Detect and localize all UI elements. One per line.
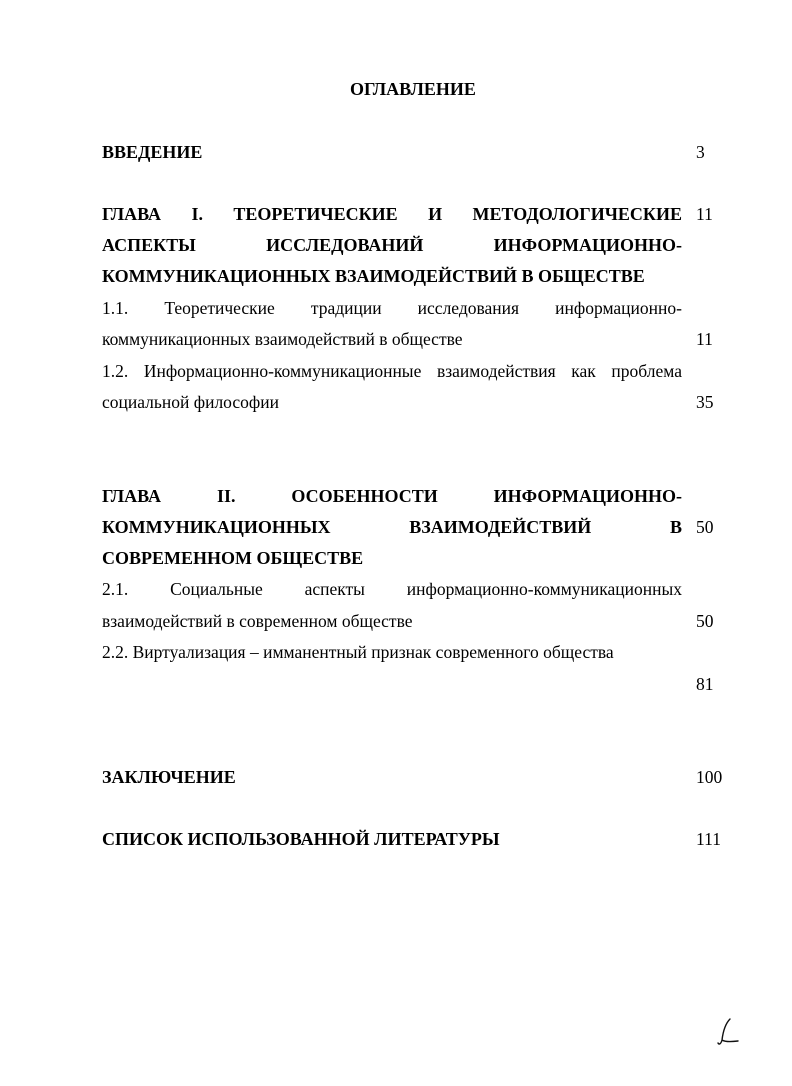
word: ИССЛЕДОВАНИЙ — [266, 235, 424, 255]
word: ОСОБЕННОСТИ — [291, 486, 438, 506]
word: ВЗАИМОДЕЙСТВИЙ — [409, 517, 592, 537]
toc-section-2-1-line1 — [102, 578, 682, 600]
word: МЕТОДОЛОГИЧЕСКИЕ — [472, 204, 682, 224]
word: традиции — [310, 298, 382, 318]
word: И — [428, 204, 443, 224]
word: информационно- — [555, 298, 682, 318]
word: проблема — [611, 361, 682, 381]
toc-references-label: СПИСОК ИСПОЛЬЗОВАННОЙ ЛИТЕРАТУРЫ — [102, 829, 500, 849]
toc-chapter1-heading-line3: КОММУНИКАЦИОННЫХ ВЗАИМОДЕЙСТВИЙ В ОБЩЕСТВЕ — [102, 266, 645, 286]
word: Информационно-коммуникационные — [143, 361, 422, 381]
handwritten-page-mark — [716, 1016, 740, 1048]
word: взаимодействия — [436, 361, 556, 381]
toc-references-page: 111 — [696, 829, 721, 849]
word: ИНФОРМАЦИОННО- — [493, 486, 682, 506]
word: как — [571, 361, 596, 381]
toc-section-2-1-page: 50 — [696, 611, 714, 631]
toc-section-1-2-line2: социальной философии — [102, 392, 279, 412]
word: аспекты — [304, 579, 365, 599]
word: ИНФОРМАЦИОННО- — [493, 235, 682, 255]
word: II. — [216, 486, 236, 506]
word: ГЛАВА — [102, 486, 162, 506]
toc-section-1-1-line2: коммуникационных взаимодействий в обществе — [102, 329, 463, 349]
toc-chapter1-heading-line2 — [102, 234, 682, 256]
word: исследования — [417, 298, 520, 318]
word: Теоретические — [164, 298, 275, 318]
toc-section-1-1-page: 11 — [696, 329, 713, 349]
toc-section-2-1-line2: взаимодействий в современном обществе — [102, 611, 413, 631]
toc-chapter1-heading-line1 — [102, 203, 682, 225]
word: информационно-коммуникационных — [406, 579, 682, 599]
toc-intro-page: 3 — [696, 142, 705, 162]
word: Социальные — [170, 579, 263, 599]
toc-section-1-1-line1 — [102, 297, 682, 319]
toc-section-2-2-line1: 2.2. Виртуализация – имманентный признак современного общества — [102, 642, 614, 662]
toc-chapter2-heading-line3: СОВРЕМЕННОМ ОБЩЕСТВЕ — [102, 548, 364, 568]
toc-section-1-2-line1 — [102, 360, 682, 382]
toc-section-2-2-page: 81 — [696, 674, 714, 694]
word: I. — [191, 204, 203, 224]
toc-chapter2-heading-line2 — [102, 516, 682, 538]
word: ТЕОРЕТИЧЕСКИЕ — [233, 204, 398, 224]
toc-chapter1-page: 11 — [696, 204, 713, 224]
toc-conclusion-label: ЗАКЛЮЧЕНИЕ — [102, 767, 236, 787]
toc-section-1-2-page: 35 — [696, 392, 714, 412]
word: ГЛАВА — [102, 204, 162, 224]
word: 2.1. — [102, 579, 129, 599]
toc-chapter2-page: 50 — [696, 517, 714, 537]
toc-conclusion-page: 100 — [696, 767, 723, 787]
word: 1.1. — [102, 298, 129, 318]
word: КОММУНИКАЦИОННЫХ — [102, 517, 331, 537]
word: 1.2. — [102, 361, 129, 381]
toc-intro-label: ВВЕДЕНИЕ — [102, 142, 203, 162]
word: В — [669, 517, 682, 537]
toc-chapter2-heading-line1 — [102, 485, 682, 507]
word: АСПЕКТЫ — [102, 235, 196, 255]
page-title: ОГЛАВЛЕНИЕ — [350, 79, 476, 99]
